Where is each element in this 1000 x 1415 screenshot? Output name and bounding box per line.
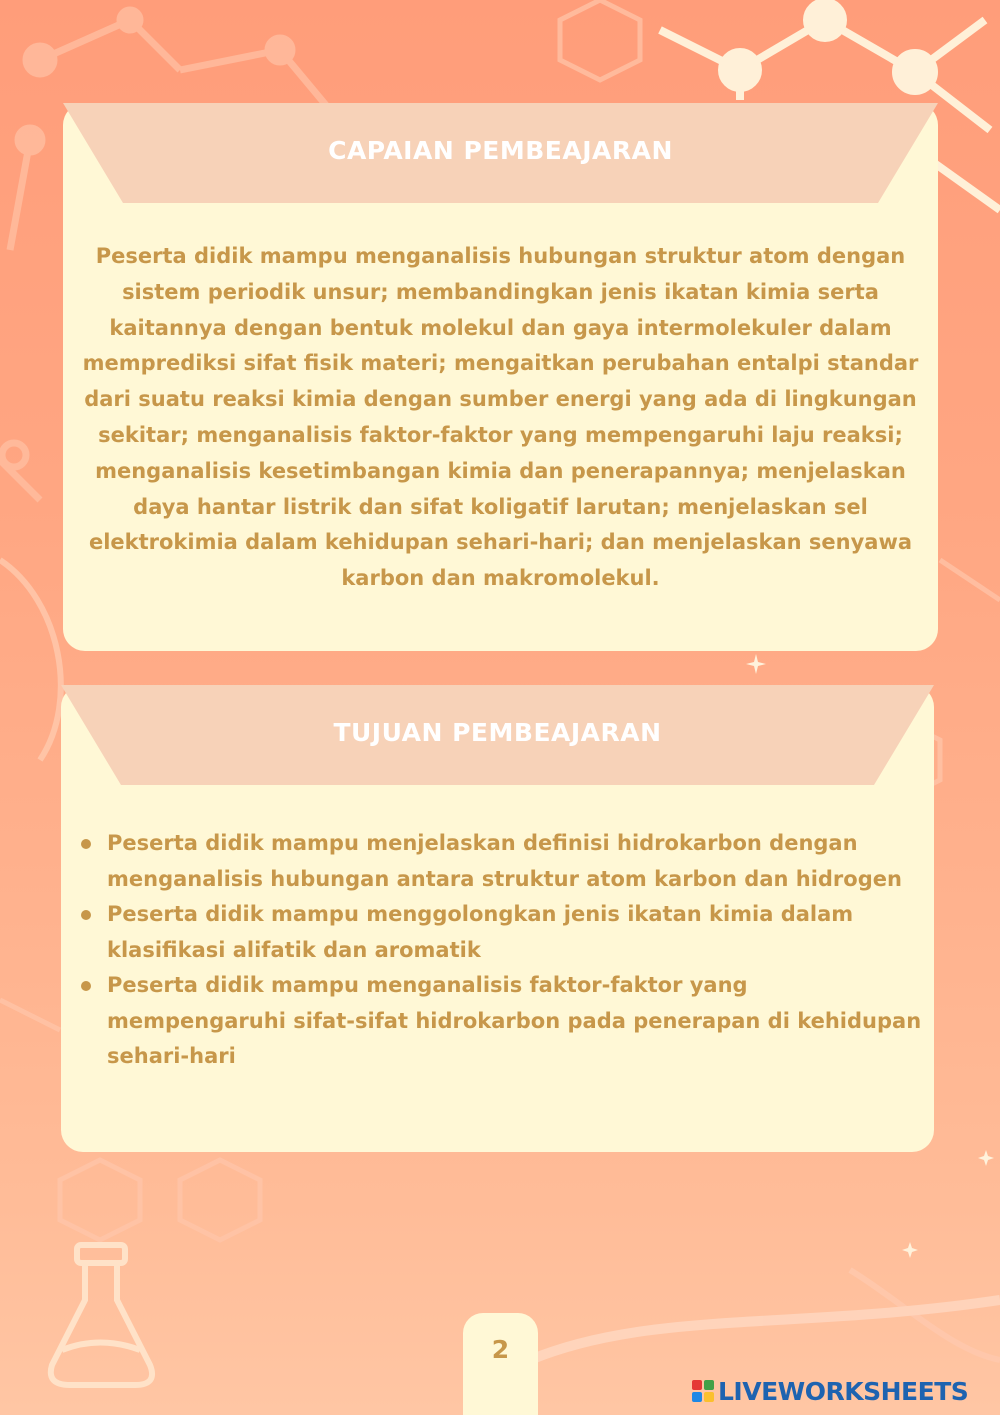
text-line: daya hantar listrik dan sifat koligatif larutan; menjelaskan sel	[133, 494, 868, 519]
tujuan-card	[61, 685, 934, 1152]
tujuan-header	[61, 685, 934, 785]
bullet-icon	[81, 981, 91, 991]
text-line: Peserta didik mampu menganalisis hubungan struktur atom dengan	[95, 244, 906, 268]
capaian-title: CAPAIAN PEMBEAJARAN	[328, 136, 673, 165]
text-line: Peserta didik mampu menggolongkan jenis ikatan kimia dalam	[107, 902, 854, 926]
text-line: sistem periodik unsur; membandingkan jenis ikatan kimia serta	[122, 279, 879, 304]
list-item	[81, 897, 921, 968]
text-line: kaitannya dengan bentuk molekul dan gaya intermolekuler dalam	[109, 315, 892, 340]
capaian-card	[63, 103, 938, 651]
brand-name: LIVEWORKSHEETS	[718, 1376, 969, 1406]
page-number: 2	[491, 1335, 510, 1364]
text-line: klasifikasi alifatik dan aromatik	[107, 937, 481, 962]
flask-icon	[51, 1245, 152, 1385]
list-item	[81, 826, 921, 897]
liveworksheets-brand[interactable]	[692, 1376, 968, 1406]
text-line: elektrokimia dalam kehidupan sehari-hari; dan menjelaskan senyawa	[88, 530, 913, 555]
tujuan-list	[81, 826, 921, 1075]
liveworksheets-logo-icon	[692, 1380, 714, 1402]
tujuan-title: TUJUAN PEMBEAJARAN	[333, 718, 662, 747]
bullet-icon	[81, 910, 91, 920]
list-item	[81, 968, 921, 1075]
text-line: memprediksi sifat fisik materi; mengaitkan perubahan entalpi standar	[82, 351, 919, 376]
text-line: mempengaruhi sifat-sifat hidrokarbon pada penerapan di kehidupan	[107, 1008, 922, 1033]
page-number-tab	[463, 1313, 538, 1415]
capaian-header	[63, 103, 938, 203]
capaian-text	[79, 239, 922, 597]
bullet-icon	[81, 839, 91, 849]
text-line: menganalisis kesetimbangan kimia dan penerapannya; menjelaskan	[95, 458, 906, 483]
text-line: sehari-hari	[107, 1044, 236, 1068]
text-line: karbon dan makromolekul.	[341, 566, 660, 591]
text-line: Peserta didik mampu menganalisis faktor-faktor yang	[107, 973, 748, 997]
text-line: sekitar; menganalisis faktor-faktor yang mempengaruhi laju reaksi;	[98, 422, 903, 447]
text-line: menganalisis hubungan antara struktur atom karbon dan hidrogen	[107, 866, 902, 891]
text-line: Peserta didik mampu menjelaskan definisi hidrokarbon dengan	[107, 831, 858, 855]
text-line: dari suatu reaksi kimia dengan sumber energi yang ada di lingkungan	[84, 387, 917, 412]
